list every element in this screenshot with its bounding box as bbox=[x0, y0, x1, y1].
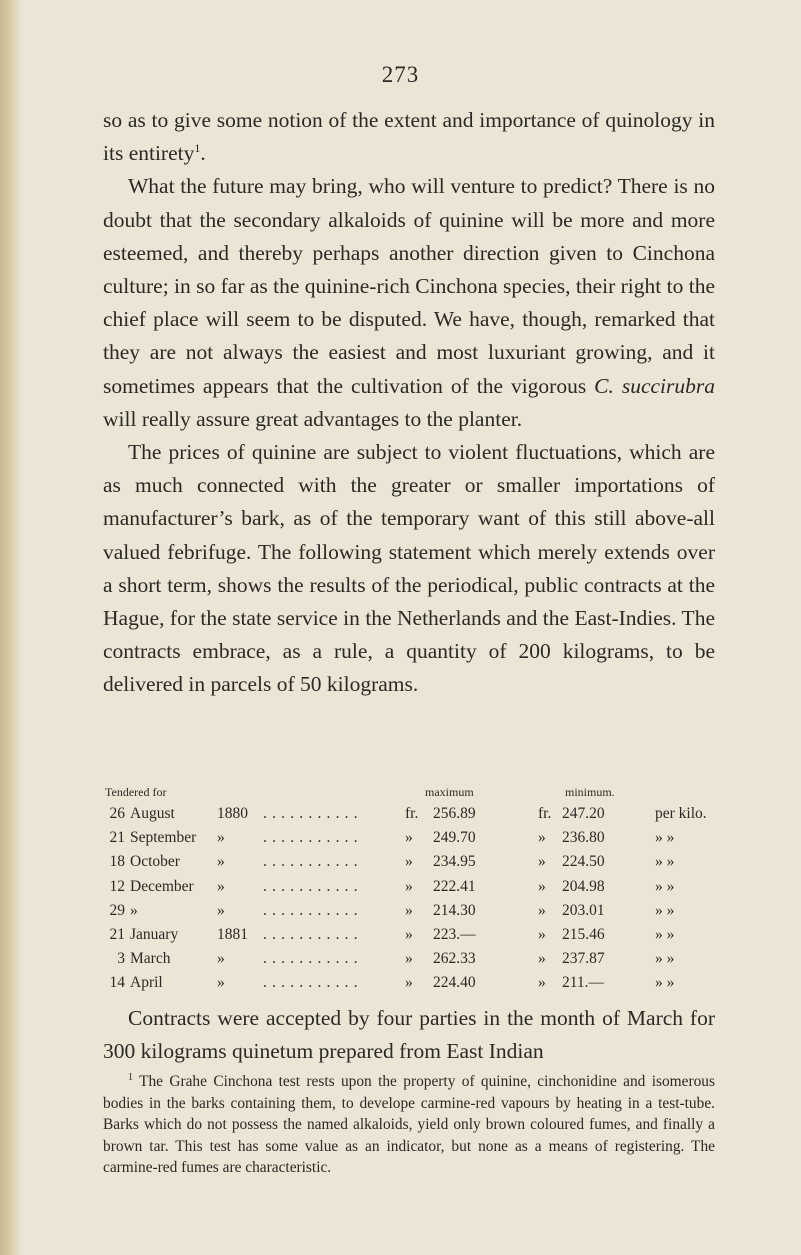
paragraph-3: The prices of quinine are subject to violent fluctuations, which are as much connected with the greater or smaller importations of manufacturer’s bark, as of the temporary want of this still above-all valued febrifuge. The following statement which merely extends over a short term, shows the results of the periodical, public contracts at the Hague, for the state service in the Netherlands and the East-Indies. The contracts embrace, as a rule, a quantity of 200 kilograms, to be delivered in parcels of 50 kilograms. bbox=[103, 440, 715, 697]
row-leader-dots: ........... bbox=[263, 901, 363, 919]
body-text bbox=[103, 104, 715, 702]
row-unit: » » bbox=[655, 877, 675, 895]
row-month: » bbox=[130, 901, 138, 919]
row-month: August bbox=[130, 805, 175, 822]
row-leader-dots: ........... bbox=[263, 950, 363, 968]
row-leader-dots: ........... bbox=[263, 853, 363, 871]
row-month: April bbox=[130, 974, 163, 992]
table-row bbox=[103, 974, 715, 998]
row-maximum-prefix: » bbox=[405, 901, 413, 919]
row-year: » bbox=[217, 950, 225, 968]
price-table bbox=[103, 785, 715, 999]
row-maximum-value: 223.— bbox=[433, 925, 476, 943]
row-maximum-value: 249.70 bbox=[433, 829, 476, 847]
header-tendered: Tendered for bbox=[105, 785, 167, 799]
page-number: 273 bbox=[381, 62, 420, 87]
row-unit: » » bbox=[655, 901, 675, 919]
page-edge bbox=[0, 0, 22, 1255]
row-leader-dots: ........... bbox=[263, 974, 363, 992]
footnote-ref: 1 bbox=[194, 141, 201, 156]
paragraph-1-text: so as to give some notion of the extent and importance of quinology in its entirety bbox=[103, 108, 715, 166]
table-body bbox=[103, 805, 715, 999]
row-month: September bbox=[130, 829, 197, 847]
footnote-marker: 1 bbox=[128, 1071, 133, 1083]
row-day: 12 bbox=[109, 877, 125, 895]
row-year: » bbox=[217, 877, 225, 895]
paragraph-2-post: will really assure great advantages to the planter. bbox=[103, 406, 523, 431]
row-unit: per kilo. bbox=[655, 805, 707, 822]
row-minimum-prefix: » bbox=[538, 974, 546, 992]
row-minimum-prefix: » bbox=[538, 901, 546, 919]
row-minimum-value: 237.87 bbox=[562, 950, 605, 968]
header-maximum: maximum bbox=[425, 785, 474, 799]
row-minimum-value: 224.50 bbox=[562, 853, 605, 871]
table-row bbox=[103, 902, 715, 926]
row-leader-dots: ........... bbox=[263, 829, 363, 847]
row-minimum-prefix: » bbox=[538, 829, 546, 847]
row-maximum-value: 224.40 bbox=[433, 974, 476, 992]
row-month: October bbox=[130, 853, 180, 871]
paragraph-1 bbox=[103, 104, 715, 170]
row-minimum-prefix: » bbox=[538, 925, 546, 943]
paragraph-1-tail: . bbox=[200, 141, 206, 166]
row-day: 18 bbox=[109, 853, 125, 871]
row-minimum-value: 215.46 bbox=[562, 925, 605, 943]
row-minimum-value: 236.80 bbox=[562, 829, 605, 847]
row-maximum-value: 234.95 bbox=[433, 853, 476, 871]
row-maximum-prefix: » bbox=[405, 974, 413, 992]
paragraph-4: Contracts were accepted by four parties in the month of March for 300 kilograms quinetum prepared from East Indian bbox=[103, 1006, 715, 1064]
row-minimum-value: 211.— bbox=[562, 974, 605, 992]
footnote bbox=[103, 1071, 715, 1179]
row-maximum-prefix: » bbox=[405, 877, 413, 895]
row-month: December bbox=[130, 877, 194, 895]
row-unit: » » bbox=[655, 950, 675, 968]
row-minimum-prefix: » bbox=[538, 877, 546, 895]
row-year: » bbox=[217, 974, 225, 992]
row-maximum-prefix: fr. bbox=[405, 805, 419, 822]
row-minimum-prefix: fr. bbox=[538, 805, 552, 822]
table-row bbox=[103, 926, 715, 950]
row-leader-dots: ........... bbox=[263, 877, 363, 895]
row-maximum-value: 222.41 bbox=[433, 877, 476, 895]
row-maximum-prefix: » bbox=[405, 853, 413, 871]
row-year: 1880 bbox=[217, 805, 248, 822]
row-day: 26 bbox=[109, 805, 125, 822]
table-row bbox=[103, 950, 715, 974]
row-day: 14 bbox=[109, 974, 125, 992]
header-minimum: minimum. bbox=[565, 785, 615, 799]
row-maximum-prefix: » bbox=[405, 950, 413, 968]
row-unit: » » bbox=[655, 829, 675, 847]
row-unit: » » bbox=[655, 925, 675, 943]
row-day: 21 bbox=[109, 829, 125, 847]
row-day: 21 bbox=[109, 925, 125, 943]
row-minimum-prefix: » bbox=[538, 950, 546, 968]
species-name: C. succirubra bbox=[594, 373, 715, 398]
paragraph-2-pre: What the future may bring, who will venture to predict? There is no doubt that the secondary alkaloids of quinine will be more and more esteemed, and thereby perhaps another direction given to Cinchona culture; in so far as the quinine-rich Cinchona species, their right to the chief place will seem to be disputed. We have, though, remarked that they are not always the easiest and most luxuriant growing, and it sometimes appears that the cultivation of the vigorous bbox=[103, 174, 715, 398]
table-row bbox=[103, 829, 715, 853]
table-row bbox=[103, 878, 715, 902]
row-maximum-value: 256.89 bbox=[433, 805, 476, 822]
row-minimum-prefix: » bbox=[538, 853, 546, 871]
table-header bbox=[103, 785, 715, 805]
row-month: January bbox=[130, 925, 179, 943]
row-maximum-value: 214.30 bbox=[433, 901, 476, 919]
row-leader-dots: ........... bbox=[263, 925, 363, 943]
row-year: » bbox=[217, 829, 225, 847]
row-maximum-prefix: » bbox=[405, 925, 413, 943]
row-unit: » » bbox=[655, 974, 675, 992]
row-year: » bbox=[217, 901, 225, 919]
row-unit: » » bbox=[655, 853, 675, 871]
row-day: 3 bbox=[117, 950, 125, 968]
after-table-text bbox=[103, 1002, 715, 1068]
table-row bbox=[103, 805, 715, 829]
row-maximum-value: 262.33 bbox=[433, 950, 476, 968]
row-year: » bbox=[217, 853, 225, 871]
row-minimum-value: 247.20 bbox=[562, 805, 605, 822]
row-month: March bbox=[130, 950, 171, 968]
table-row bbox=[103, 853, 715, 877]
row-minimum-value: 204.98 bbox=[562, 877, 605, 895]
footnote-text: The Grahe Cinchona test rests upon the property of quinine, cinchonidine and isomerous bodies in the barks containing them, to develope carmine-red vapours by heating in a test-tube. Barks which do not possess the named alkaloids, yield only brown coloured fumes, and finally a brown tar. This test has some value as an indicator, but none as a means of registering. The carmine-red fumes are characteristic. bbox=[103, 1073, 715, 1177]
footnote-paragraph bbox=[103, 1071, 715, 1179]
row-minimum-value: 203.01 bbox=[562, 901, 605, 919]
row-leader-dots: ........... bbox=[263, 805, 363, 822]
row-day: 29 bbox=[109, 901, 125, 919]
row-year: 1881 bbox=[217, 925, 248, 943]
paragraph-2 bbox=[103, 170, 715, 436]
row-maximum-prefix: » bbox=[405, 829, 413, 847]
